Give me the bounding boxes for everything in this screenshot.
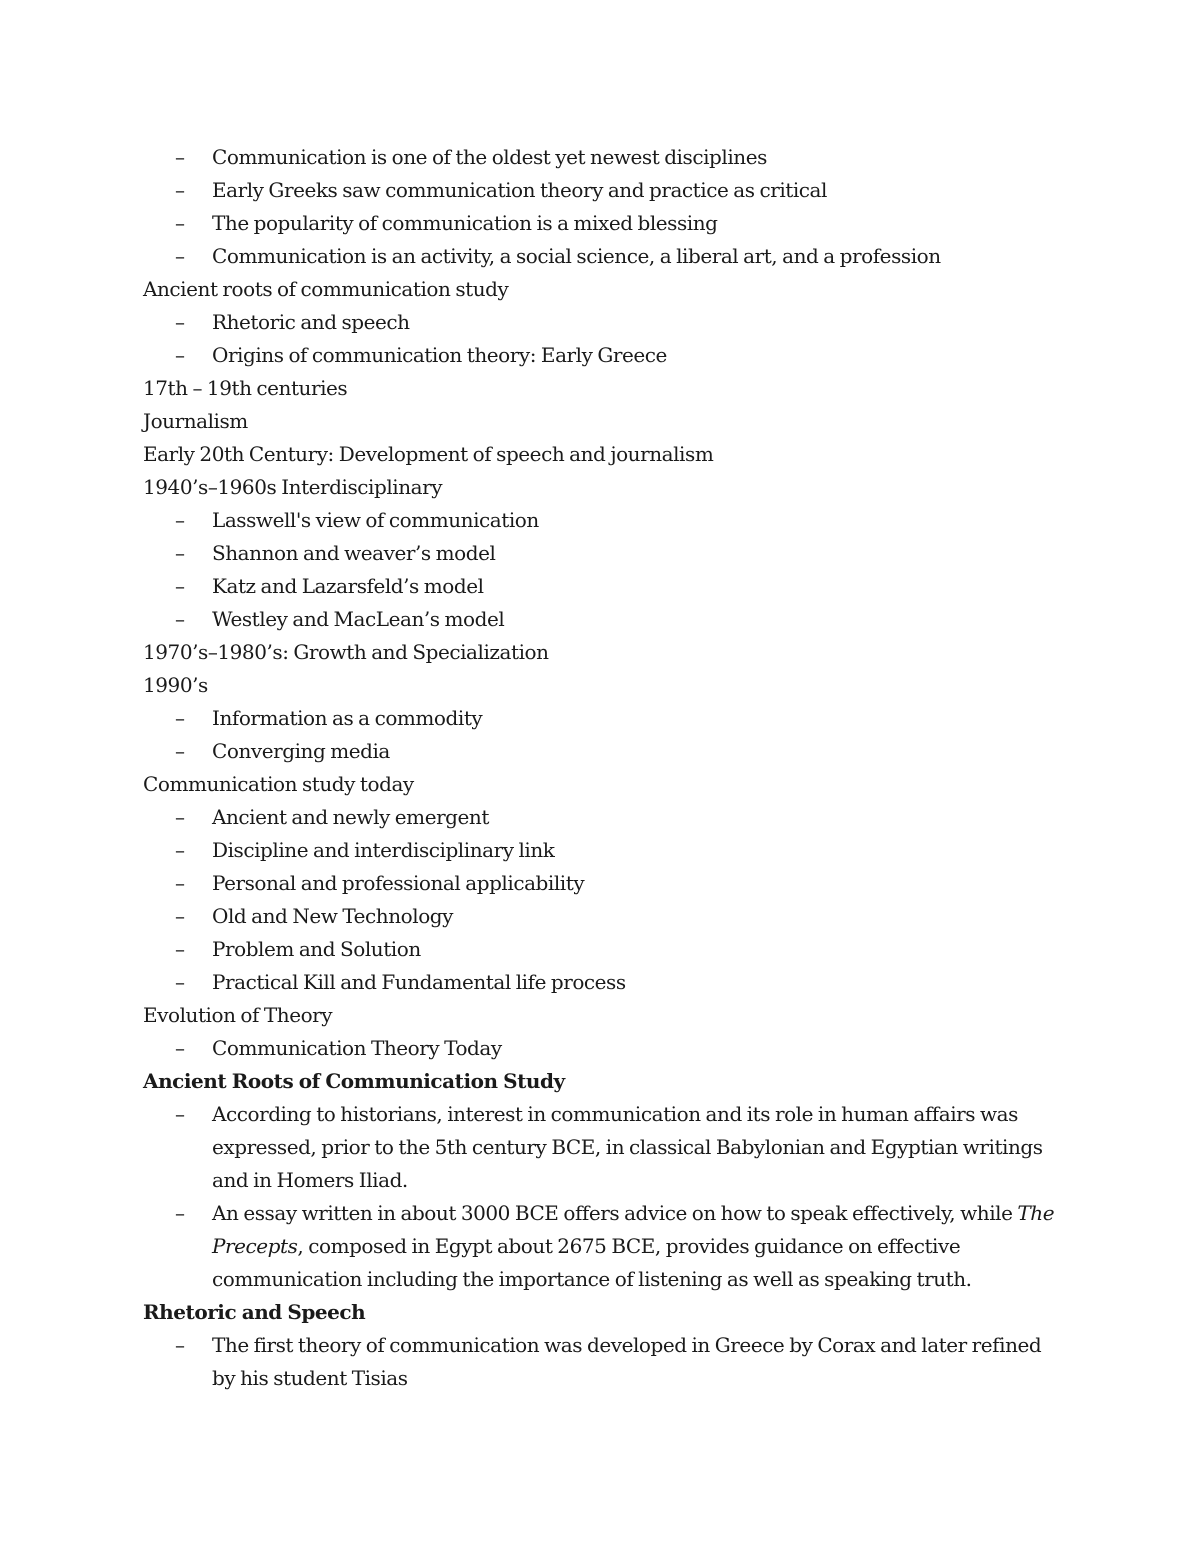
- dash-marker: –: [175, 805, 185, 829]
- section-heading: Ancient roots of communication study: [143, 277, 509, 301]
- bullet-text: Origins of communication theory: Early Greece: [212, 343, 667, 367]
- dash-marker: –: [175, 1201, 185, 1225]
- dash-marker: –: [175, 904, 185, 928]
- section-heading: 1940’s–1960s Interdisciplinary: [143, 475, 443, 499]
- dash-marker: –: [175, 706, 185, 730]
- bullet-item: [143, 603, 1058, 636]
- bullet-item: [143, 504, 1058, 537]
- dash-marker: –: [175, 970, 185, 994]
- bullet-text: Ancient and newly emergent: [212, 805, 489, 829]
- section-heading: 1990’s: [143, 673, 208, 697]
- dash-marker: –: [175, 871, 185, 895]
- bullet-item: [143, 966, 1058, 999]
- dash-marker: –: [175, 574, 185, 598]
- bullet-text: Katz and Lazarsfeld’s model: [212, 574, 484, 598]
- dash-marker: –: [175, 244, 185, 268]
- bullet-text: Rhetoric and speech: [212, 310, 410, 334]
- section-heading: Communication study today: [143, 772, 414, 796]
- bullet-item: [143, 306, 1058, 339]
- bold-section-heading: Ancient Roots of Communication Study: [143, 1069, 565, 1093]
- bullet-text: Practical Kill and Fundamental life process: [212, 970, 626, 994]
- document-body: [143, 141, 1058, 1395]
- dash-marker: –: [175, 1333, 185, 1357]
- bullet-item: [143, 702, 1058, 735]
- bullet-item: [143, 174, 1058, 207]
- bullet-item: [143, 570, 1058, 603]
- bullet-text: Information as a commodity: [212, 706, 483, 730]
- section-heading: Early 20th Century: Development of speech and journalism: [143, 442, 714, 466]
- bullet-text-start: An essay written in about 3000 BCE offers advice on how to speak effectively, while: [212, 1201, 1018, 1225]
- bullet-item: [143, 240, 1058, 273]
- bullet-text: The popularity of communication is a mixed blessing: [212, 211, 718, 235]
- bullet-item: [143, 207, 1058, 240]
- bullet-item: [143, 735, 1058, 768]
- bullet-text: Communication is one of the oldest yet newest disciplines: [212, 145, 767, 169]
- bullet-item: [143, 1032, 1058, 1065]
- section-heading: 17th – 19th centuries: [143, 376, 348, 400]
- bullet-text: Personal and professional applicability: [212, 871, 585, 895]
- dash-marker: –: [175, 1036, 185, 1060]
- bullet-item: [143, 1329, 1058, 1395]
- dash-marker: –: [175, 838, 185, 862]
- bullet-text: Problem and Solution: [212, 937, 421, 961]
- bullet-text-end: , composed in Egypt about 2675 BCE, provides guidance on effective communication including the importance of listening as well as speaking truth.: [212, 1234, 972, 1291]
- bullet-text: Early Greeks saw communication theory and practice as critical: [212, 178, 827, 202]
- dash-marker: –: [175, 739, 185, 763]
- bullet-text: Shannon and weaver’s model: [212, 541, 496, 565]
- dash-marker: –: [175, 1102, 185, 1126]
- bullet-text: According to historians, interest in communication and its role in human affairs was expressed, prior to the 5th century BCE, in classical Babylonian and Egyptian writings and in Homers Iliad.: [212, 1102, 1043, 1192]
- bullet-item: [143, 801, 1058, 834]
- dash-marker: –: [175, 607, 185, 631]
- bullet-text: The first theory of communication was developed in Greece by Corax and later refined by his student Tisias: [212, 1333, 1042, 1390]
- bullet-item: [143, 339, 1058, 372]
- bullet-item: [143, 834, 1058, 867]
- bullet-item: [143, 537, 1058, 570]
- bullet-item: [143, 900, 1058, 933]
- bullet-item: [143, 141, 1058, 174]
- section-heading: Journalism: [143, 409, 248, 433]
- dash-marker: –: [175, 178, 185, 202]
- bullet-text: Old and New Technology: [212, 904, 453, 928]
- dash-marker: –: [175, 508, 185, 532]
- italic-title: The Precepts: [212, 1201, 1055, 1258]
- bullet-text: Communication is an activity, a social science, a liberal art, and a profession: [212, 244, 941, 268]
- dash-marker: –: [175, 343, 185, 367]
- bullet-item: [143, 867, 1058, 900]
- bullet-text: Lasswell's view of communication: [212, 508, 539, 532]
- dash-marker: –: [175, 937, 185, 961]
- bullet-text: Converging media: [212, 739, 390, 763]
- dash-marker: –: [175, 145, 185, 169]
- bullet-item: [143, 1197, 1058, 1296]
- bullet-item: [143, 1098, 1058, 1197]
- bold-section-heading: Rhetoric and Speech: [143, 1300, 366, 1324]
- bullet-text: Communication Theory Today: [212, 1036, 502, 1060]
- bullet-text: Discipline and interdisciplinary link: [212, 838, 555, 862]
- dash-marker: –: [175, 310, 185, 334]
- section-heading: 1970’s–1980’s: Growth and Specialization: [143, 640, 549, 664]
- bullet-item: [143, 933, 1058, 966]
- dash-marker: –: [175, 541, 185, 565]
- section-heading: Evolution of Theory: [143, 1003, 333, 1027]
- bullet-text: Westley and MacLean’s model: [212, 607, 505, 631]
- dash-marker: –: [175, 211, 185, 235]
